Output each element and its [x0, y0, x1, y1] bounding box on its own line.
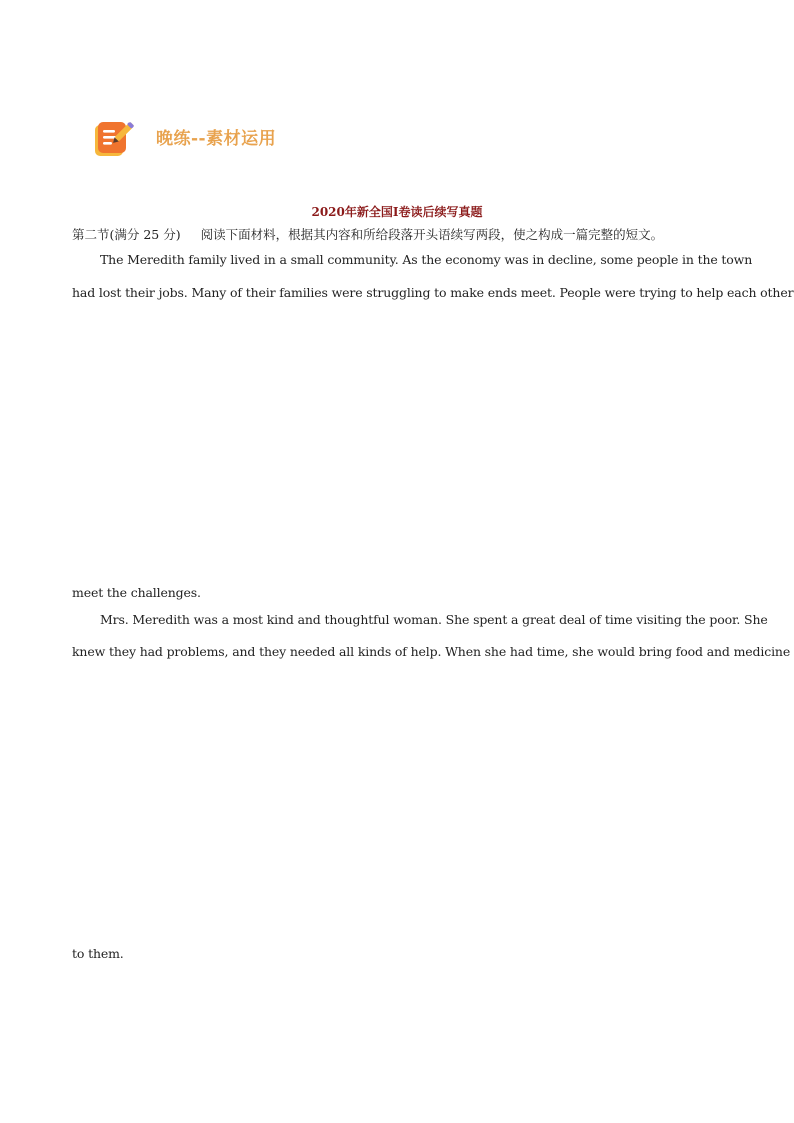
- passage-line: had lost their jobs. Many of their families were struggling to make ends meet. People were trying to help each other: [72, 285, 794, 300]
- passage-line: meet the challenges.: [72, 585, 201, 600]
- section-title: 晚练--素材运用: [156, 129, 277, 149]
- instruction: [72, 225, 663, 243]
- passage-line: knew they had problems, and they needed all kinds of help. When she had time, she would bring food and medicine: [72, 644, 791, 659]
- passage-line: The Meredith family lived in a small community. As the economy was in decline, some people in the town: [100, 252, 753, 267]
- instruction-part: 第二节(满分 25 分): [72, 227, 181, 242]
- passage-line: to them.: [72, 946, 124, 961]
- document-title: 2020年新全国I卷读后续写真题: [311, 205, 483, 219]
- passage-line: Mrs. Meredith was a most kind and thoughtful woman. She spent a great deal of time visiting the poor. She: [100, 612, 768, 627]
- notebook-pencil-icon: [92, 118, 134, 160]
- instruction-text: 阅读下面材料，根据其内容和所给段落开头语续写两段，使之构成一篇完整的短文。: [200, 227, 664, 242]
